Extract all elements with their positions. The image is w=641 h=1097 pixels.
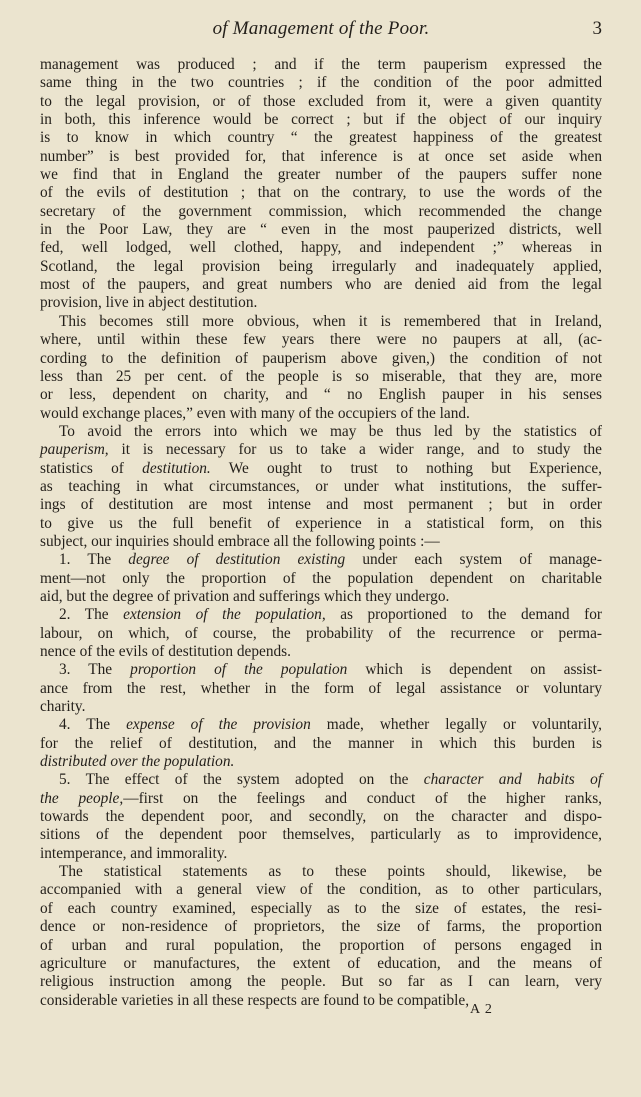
text-span: of each country examined, especially as to the size of estates, the resi- [40,899,602,917]
text-line [40,74,602,92]
italic-text: extension of the population, [123,606,326,624]
text-line [40,129,602,147]
text-span: cording to the definition of pauperism above given,) the condition of not [40,349,602,367]
text-line [40,460,602,478]
text-span: less than 25 per cent. of the people is so miserable, that they are, more [40,367,602,385]
italic-text: expense of the provision [126,716,311,734]
text-span: 3. The [59,661,131,679]
text-line [40,313,602,331]
text-span: The statistical statements as to these points should, likewise, be [59,863,602,881]
text-line [40,625,602,643]
text-line [40,955,602,973]
text-line [40,551,602,569]
text-line [40,148,602,166]
text-span: nence of the evils of destitution depends. [40,643,291,660]
text-span: subject, our inquiries should embrace all the following points :— [40,532,440,550]
italic-text: pauperism, [40,441,109,459]
text-span: aid, but the degree of privation and sufferings which they undergo. [40,587,450,605]
text-line [40,515,602,533]
text-line [40,973,602,991]
text-line [40,992,602,1010]
text-span: is to know in which country “ the greatest happiness of the greatest [40,129,602,147]
text-line [40,863,602,881]
text-span: charity. [40,698,86,716]
text-span: —first on the feelings and conduct of the higher ranks, [123,789,602,807]
text-span: religious instruction among the people. But so far as I can learn, very [40,973,602,991]
text-span: This becomes still more obvious, when it is remembered that in Ireland, [59,312,602,330]
text-line [40,698,602,716]
text-line [40,478,602,496]
text-span: to the legal provision, or of those excluded from it, were a given quantity [40,92,602,110]
italic-text: degree of destitution existing [128,551,346,569]
text-span: most of the paupers, and great numbers who are denied aid from the legal [40,276,602,294]
text-line [40,661,602,679]
text-span: made, whether legally or voluntarily, [310,716,602,734]
text-span: secretary of the government commission, which recommended the change [40,202,602,220]
text-span: it is necessary for us to take a wider range, and to study the [108,441,602,459]
text-span: 4. The [59,716,127,734]
body-text [40,56,602,1010]
text-span: Scotland, the legal provision being irregularly and inadequately applied, [40,257,602,275]
text-span: ance from the rest, whether in the form of legal assistance or voluntary [40,679,602,697]
text-line [40,570,602,588]
text-line [40,588,602,606]
text-line [40,937,602,955]
text-line [40,808,602,826]
text-line [40,881,602,899]
text-span: as teaching in what circumstances, or under what institutions, the suffer- [40,477,602,495]
text-span: To avoid the errors into which we may be thus led by the statistics of [59,422,602,440]
page-number: 3 [592,18,602,39]
text-span: would exchange places,” even with many of the occupiers of the land. [40,404,470,422]
text-span: we find that in England the greater number of the paupers suffer none [40,166,602,184]
signature-mark: A 2 [470,1002,493,1017]
text-span: which is dependent on assist- [347,661,602,679]
text-span: considerable varieties in all these respects are found to be compatible, [40,991,470,1009]
text-line [40,533,602,551]
text-line [40,900,602,918]
text-line [40,423,602,441]
text-span: for the relief of destitution, and the manner in which this burden is [40,734,602,752]
italic-text: destitution. [142,459,211,477]
text-span: as proportioned to the demand for [325,606,602,624]
text-line [40,221,602,239]
text-line [40,405,602,423]
text-span: of urban and rural population, the proportion of persons engaged in [40,936,602,954]
text-span: sitions of the dependent poor themselves, particularly as to improvidence, [40,826,602,844]
text-line [40,294,602,312]
text-span: 1. The [59,551,129,569]
text-span: same thing in the two countries ; if the condition of the poor admitted [40,74,602,92]
text-line [40,203,602,221]
italic-text: distributed over the population. [40,753,235,771]
text-span: towards the dependent poor, and secondly, on the character and dispo- [40,808,602,826]
text-span: 5. The effect of the system adopted on the [59,771,424,789]
text-span: fed, well lodged, well clothed, happy, and independent ;” whereas in [40,239,602,257]
page-header [40,18,602,40]
text-line [40,276,602,294]
text-span: labour, on which, of course, the probability of the recurrence or perma- [40,624,602,642]
text-line [40,790,602,808]
text-span: where, until within these few years there were no paupers at all, (ac- [40,331,602,349]
text-line [40,496,602,514]
text-line [40,826,602,844]
text-span: agriculture or manufactures, the extent of education, and the means of [40,954,602,972]
text-span: under each system of manage- [345,551,602,569]
text-line [40,735,602,753]
text-line [40,166,602,184]
text-line [40,441,602,459]
text-span: or less, dependent on charity, and “ no English pauper in his senses [40,386,602,404]
text-line [40,386,602,404]
text-span: in both, this inference would be correct ; but if the object of our inquiry [40,111,602,129]
text-line [40,239,602,257]
text-line [40,258,602,276]
text-span: intemperance, and immorality. [40,844,228,862]
text-line [40,56,602,74]
text-line [40,184,602,202]
text-span: We ought to trust to nothing but Experience, [210,459,602,477]
text-span: ings of destitution are most intense and most permanent ; but in order [40,496,602,514]
text-line [40,111,602,129]
text-line [40,331,602,349]
text-line [40,845,602,863]
text-line [40,643,602,661]
text-span: management was produced ; and if the term pauperism expressed the [40,56,602,73]
text-line [40,753,602,771]
text-line [40,350,602,368]
text-line [40,93,602,111]
text-line [40,368,602,386]
text-span: dence or non-residence of proprietors, the size of farms, the proportion [40,918,602,936]
text-span: provision, live in abject destitution. [40,294,258,312]
text-span: number” is best provided for, that inference is at once set aside when [40,147,602,165]
text-span: to give us the full benefit of experience in a statistical form, on this [40,514,602,532]
text-line [40,716,602,734]
text-span: of the evils of destitution ; that on the contrary, to use the words of the [40,184,602,202]
italic-text: the people, [40,789,124,807]
text-span: statistics of [40,459,143,477]
text-line [40,680,602,698]
running-title: of Management of the Poor. [212,18,430,39]
text-span: accompanied with a general view of the condition, as to other particulars, [40,881,602,899]
text-span: ment—not only the proportion of the population dependent on charitable [40,569,602,587]
text-span: 2. The [59,606,124,624]
italic-text: proportion of the population [130,661,348,679]
text-line [40,771,602,789]
text-line [40,606,602,624]
italic-text: character and habits of [423,771,602,789]
text-line [40,918,602,936]
text-span: in the Poor Law, they are “ even in the most pauperized districts, well [40,221,602,239]
